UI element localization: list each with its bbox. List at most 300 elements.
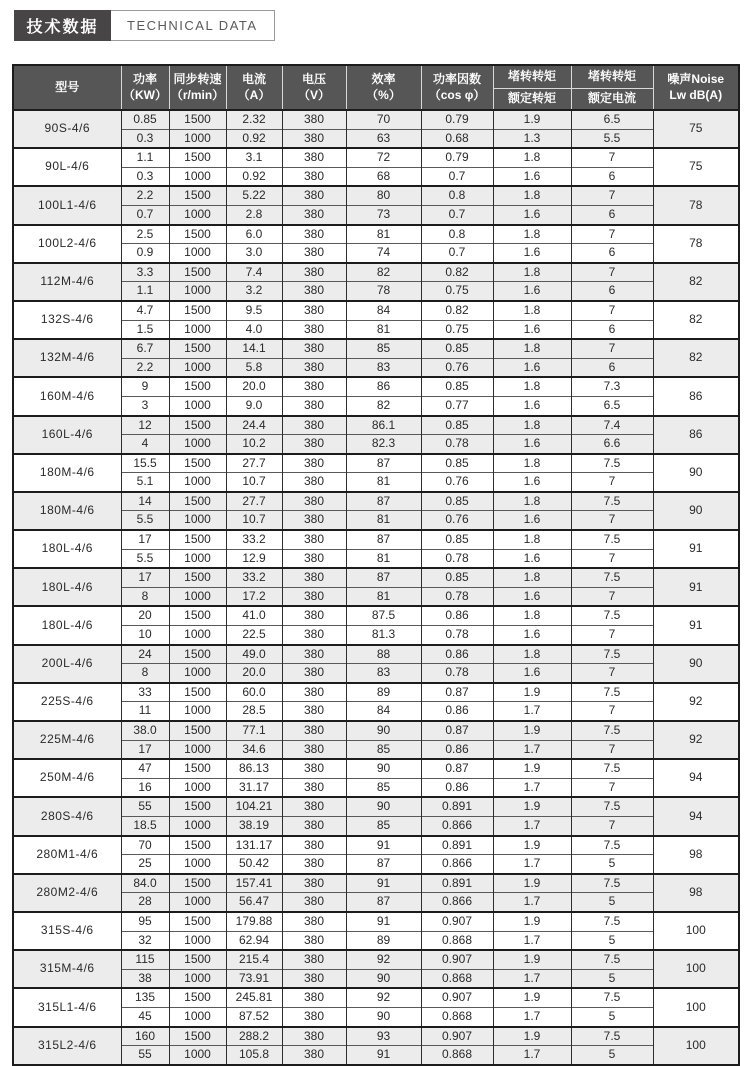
value-cell: 14.1 (226, 339, 282, 358)
value-cell: 0.87 (421, 759, 493, 778)
value-cell: 1000 (169, 931, 226, 950)
value-cell: 91 (346, 836, 421, 855)
table-row (13, 721, 739, 740)
value-cell: 33.2 (226, 530, 282, 549)
value-cell: 1.7 (493, 931, 571, 950)
table-row (13, 186, 739, 205)
value-cell: 4 (121, 435, 169, 454)
value-cell: 87.52 (226, 1007, 282, 1026)
value-cell: 380 (282, 320, 346, 339)
value-cell: 7.5 (571, 492, 653, 511)
value-cell: 14 (121, 492, 169, 511)
value-cell: 7 (571, 301, 653, 320)
value-cell: 0.86 (421, 645, 493, 664)
model-cell: 160L-4/6 (13, 416, 121, 454)
table-row (13, 683, 739, 702)
table-row (13, 931, 739, 950)
value-cell: 0.3 (121, 167, 169, 186)
value-cell: 380 (282, 167, 346, 186)
value-cell: 1.9 (493, 950, 571, 969)
value-cell: 95 (121, 912, 169, 931)
value-cell: 1.7 (493, 1007, 571, 1026)
value-cell: 7.5 (571, 988, 653, 1007)
value-cell: 9.0 (226, 396, 282, 415)
col-header-noise: 噪声Noise Lw dB(A) (653, 65, 739, 110)
value-cell: 1500 (169, 912, 226, 931)
value-cell: 1000 (169, 855, 226, 874)
value-cell: 1000 (169, 435, 226, 454)
value-cell: 245.81 (226, 988, 282, 1007)
value-cell: 0.68 (421, 129, 493, 148)
col-header-voltage: 电压 （V） (282, 65, 346, 110)
noise-cell: 90 (653, 645, 739, 683)
value-cell: 0.85 (421, 530, 493, 549)
value-cell: 1.6 (493, 167, 571, 186)
value-cell: 380 (282, 148, 346, 167)
value-cell: 7.5 (571, 759, 653, 778)
value-cell: 1.8 (493, 492, 571, 511)
value-cell: 1.7 (493, 702, 571, 721)
table-row (13, 664, 739, 683)
value-cell: 380 (282, 816, 346, 835)
value-cell: 1500 (169, 797, 226, 816)
model-cell: 132S-4/6 (13, 301, 121, 339)
value-cell: 1.1 (121, 282, 169, 301)
value-cell: 1500 (169, 988, 226, 1007)
value-cell: 380 (282, 244, 346, 263)
model-cell: 90L-4/6 (13, 148, 121, 186)
value-cell: 56.47 (226, 893, 282, 912)
value-cell: 1500 (169, 683, 226, 702)
page-title-en: TECHNICAL DATA (111, 10, 275, 41)
value-cell: 93 (346, 1027, 421, 1046)
noise-cell: 90 (653, 492, 739, 530)
value-cell: 1500 (169, 530, 226, 549)
value-cell: 38.19 (226, 816, 282, 835)
value-cell: 380 (282, 377, 346, 396)
value-cell: 0.866 (421, 855, 493, 874)
value-cell: 7 (571, 549, 653, 568)
value-cell: 380 (282, 492, 346, 511)
value-cell: 0.7 (121, 205, 169, 224)
value-cell: 1.8 (493, 148, 571, 167)
table-row (13, 358, 739, 377)
noise-cell: 75 (653, 148, 739, 186)
value-cell: 81 (346, 511, 421, 530)
table-row (13, 244, 739, 263)
value-cell: 5.5 (571, 129, 653, 148)
col-header-model: 型号 (13, 65, 121, 110)
value-cell: 6 (571, 167, 653, 186)
value-cell: 0.87 (421, 683, 493, 702)
value-cell: 0.87 (421, 721, 493, 740)
col-header-locked-current-bottom: 额定电流 (571, 88, 653, 110)
value-cell: 0.868 (421, 969, 493, 988)
value-cell: 0.82 (421, 301, 493, 320)
value-cell: 91 (346, 1046, 421, 1065)
value-cell: 1.8 (493, 263, 571, 282)
value-cell: 1.6 (493, 244, 571, 263)
value-cell: 12.9 (226, 549, 282, 568)
noise-cell: 82 (653, 263, 739, 301)
value-cell: 1000 (169, 167, 226, 186)
value-cell: 1.6 (493, 664, 571, 683)
value-cell: 0.8 (421, 225, 493, 244)
value-cell: 1.7 (493, 893, 571, 912)
value-cell: 85 (346, 339, 421, 358)
value-cell: 380 (282, 358, 346, 377)
value-cell: 17 (121, 530, 169, 549)
table-row (13, 797, 739, 816)
value-cell: 6.6 (571, 435, 653, 454)
value-cell: 68 (346, 167, 421, 186)
table-row (13, 377, 739, 396)
table-row (13, 167, 739, 186)
table-row (13, 416, 739, 435)
table-row (13, 129, 739, 148)
table-row (13, 912, 739, 931)
value-cell: 85 (346, 740, 421, 759)
value-cell: 7.5 (571, 606, 653, 625)
value-cell: 1500 (169, 836, 226, 855)
value-cell: 73 (346, 205, 421, 224)
value-cell: 25 (121, 855, 169, 874)
table-row (13, 511, 739, 530)
value-cell: 0.78 (421, 549, 493, 568)
table-row (13, 969, 739, 988)
value-cell: 87.5 (346, 606, 421, 625)
value-cell: 380 (282, 435, 346, 454)
table-row (13, 1007, 739, 1026)
value-cell: 24.4 (226, 416, 282, 435)
value-cell: 0.75 (421, 282, 493, 301)
value-cell: 1000 (169, 244, 226, 263)
model-cell: 180M-4/6 (13, 454, 121, 492)
value-cell: 135 (121, 988, 169, 1007)
value-cell: 1500 (169, 301, 226, 320)
value-cell: 1500 (169, 186, 226, 205)
value-cell: 380 (282, 797, 346, 816)
value-cell: 10 (121, 626, 169, 645)
value-cell: 380 (282, 912, 346, 931)
col-header-power: 功率 （KW） (121, 65, 169, 110)
value-cell: 5 (571, 1007, 653, 1026)
value-cell: 380 (282, 1027, 346, 1046)
value-cell: 84.0 (121, 874, 169, 893)
value-cell: 1000 (169, 282, 226, 301)
value-cell: 1.6 (493, 396, 571, 415)
value-cell: 380 (282, 205, 346, 224)
value-cell: 7 (571, 263, 653, 282)
value-cell: 0.78 (421, 626, 493, 645)
table-row (13, 950, 739, 969)
value-cell: 12 (121, 416, 169, 435)
value-cell: 380 (282, 645, 346, 664)
value-cell: 0.85 (421, 339, 493, 358)
value-cell: 0.907 (421, 912, 493, 931)
value-cell: 4.0 (226, 320, 282, 339)
technical-data-table (12, 64, 740, 1066)
value-cell: 77.1 (226, 721, 282, 740)
value-cell: 1.6 (493, 205, 571, 224)
value-cell: 0.86 (421, 702, 493, 721)
table-row (13, 587, 739, 606)
table-row (13, 1027, 739, 1046)
value-cell: 104.21 (226, 797, 282, 816)
value-cell: 70 (121, 836, 169, 855)
value-cell: 7 (571, 148, 653, 167)
value-cell: 82 (346, 396, 421, 415)
value-cell: 5 (571, 931, 653, 950)
value-cell: 7.3 (571, 377, 653, 396)
model-cell: 180L-4/6 (13, 530, 121, 568)
col-header-sync-speed: 同步转速 （r/min） (169, 65, 226, 110)
noise-cell: 82 (653, 301, 739, 339)
value-cell: 1000 (169, 702, 226, 721)
value-cell: 7.4 (571, 416, 653, 435)
value-cell: 10.2 (226, 435, 282, 454)
value-cell: 83 (346, 664, 421, 683)
value-cell: 8 (121, 664, 169, 683)
value-cell: 7.5 (571, 645, 653, 664)
value-cell: 380 (282, 110, 346, 129)
noise-cell: 94 (653, 759, 739, 797)
noise-cell: 92 (653, 683, 739, 721)
value-cell: 1.8 (493, 645, 571, 664)
value-cell: 20.0 (226, 377, 282, 396)
noise-cell: 94 (653, 797, 739, 835)
value-cell: 55 (121, 797, 169, 816)
value-cell: 0.85 (421, 377, 493, 396)
value-cell: 27.7 (226, 492, 282, 511)
value-cell: 7.5 (571, 568, 653, 587)
value-cell: 81.3 (346, 626, 421, 645)
value-cell: 1000 (169, 664, 226, 683)
value-cell: 7 (571, 587, 653, 606)
value-cell: 5.5 (121, 549, 169, 568)
noise-cell: 78 (653, 225, 739, 263)
value-cell: 1.6 (493, 358, 571, 377)
value-cell: 1000 (169, 205, 226, 224)
value-cell: 0.78 (421, 435, 493, 454)
value-cell: 22.5 (226, 626, 282, 645)
table-row (13, 339, 739, 358)
value-cell: 1.6 (493, 626, 571, 645)
noise-cell: 92 (653, 721, 739, 759)
table-header (13, 65, 739, 110)
model-cell: 100L2-4/6 (13, 225, 121, 263)
value-cell: 1500 (169, 492, 226, 511)
value-cell: 7.5 (571, 454, 653, 473)
value-cell: 86 (346, 377, 421, 396)
value-cell: 7 (571, 702, 653, 721)
noise-cell: 91 (653, 606, 739, 644)
value-cell: 82.3 (346, 435, 421, 454)
value-cell: 1.6 (493, 320, 571, 339)
value-cell: 20.0 (226, 664, 282, 683)
value-cell: 6.0 (226, 225, 282, 244)
value-cell: 179.88 (226, 912, 282, 931)
value-cell: 380 (282, 225, 346, 244)
value-cell: 33 (121, 683, 169, 702)
value-cell: 92 (346, 988, 421, 1007)
value-cell: 87 (346, 492, 421, 511)
value-cell: 5 (571, 1046, 653, 1065)
value-cell: 1.9 (493, 797, 571, 816)
value-cell: 1500 (169, 721, 226, 740)
value-cell: 55 (121, 1046, 169, 1065)
value-cell: 0.78 (421, 587, 493, 606)
value-cell: 47 (121, 759, 169, 778)
table-row (13, 435, 739, 454)
value-cell: 81 (346, 549, 421, 568)
value-cell: 1.9 (493, 683, 571, 702)
value-cell: 1000 (169, 473, 226, 492)
col-header-current: 电流 （A） (226, 65, 282, 110)
value-cell: 15.5 (121, 454, 169, 473)
value-cell: 0.907 (421, 950, 493, 969)
value-cell: 380 (282, 1007, 346, 1026)
table-row (13, 874, 739, 893)
value-cell: 1500 (169, 950, 226, 969)
value-cell: 3.3 (121, 263, 169, 282)
value-cell: 7 (571, 511, 653, 530)
value-cell: 1.9 (493, 988, 571, 1007)
table-row (13, 282, 739, 301)
value-cell: 1.9 (493, 874, 571, 893)
value-cell: 380 (282, 721, 346, 740)
value-cell: 2.5 (121, 225, 169, 244)
value-cell: 1.7 (493, 1046, 571, 1065)
value-cell: 0.868 (421, 1046, 493, 1065)
value-cell: 380 (282, 969, 346, 988)
value-cell: 1.7 (493, 969, 571, 988)
value-cell: 380 (282, 950, 346, 969)
value-cell: 5.22 (226, 186, 282, 205)
table-row (13, 759, 739, 778)
value-cell: 0.85 (421, 492, 493, 511)
value-cell: 7.5 (571, 836, 653, 855)
model-cell: 280S-4/6 (13, 797, 121, 835)
model-cell: 132M-4/6 (13, 339, 121, 377)
noise-cell: 100 (653, 912, 739, 950)
value-cell: 7 (571, 664, 653, 683)
value-cell: 0.891 (421, 836, 493, 855)
value-cell: 72 (346, 148, 421, 167)
value-cell: 90 (346, 969, 421, 988)
value-cell: 1500 (169, 377, 226, 396)
value-cell: 380 (282, 549, 346, 568)
value-cell: 88 (346, 645, 421, 664)
value-cell: 1500 (169, 454, 226, 473)
value-cell: 17 (121, 568, 169, 587)
noise-cell: 100 (653, 988, 739, 1026)
noise-cell: 86 (653, 416, 739, 454)
table-row (13, 225, 739, 244)
value-cell: 3 (121, 396, 169, 415)
value-cell: 24 (121, 645, 169, 664)
value-cell: 33.2 (226, 568, 282, 587)
table-row (13, 1046, 739, 1065)
value-cell: 1000 (169, 1007, 226, 1026)
value-cell: 0.76 (421, 511, 493, 530)
model-cell: 280M1-4/6 (13, 836, 121, 874)
value-cell: 92 (346, 950, 421, 969)
value-cell: 7 (571, 339, 653, 358)
value-cell: 2.8 (226, 205, 282, 224)
value-cell: 6 (571, 205, 653, 224)
value-cell: 380 (282, 836, 346, 855)
value-cell: 32 (121, 931, 169, 950)
value-cell: 74 (346, 244, 421, 263)
value-cell: 0.77 (421, 396, 493, 415)
value-cell: 60.0 (226, 683, 282, 702)
table-row (13, 740, 739, 759)
value-cell: 1.8 (493, 530, 571, 549)
value-cell: 380 (282, 396, 346, 415)
value-cell: 86.1 (346, 416, 421, 435)
value-cell: 380 (282, 129, 346, 148)
value-cell: 1000 (169, 320, 226, 339)
table-row (13, 816, 739, 835)
col-header-efficiency: 效率 （%） (346, 65, 421, 110)
value-cell: 6.5 (571, 110, 653, 129)
value-cell: 73.91 (226, 969, 282, 988)
value-cell: 157.41 (226, 874, 282, 893)
value-cell: 78 (346, 282, 421, 301)
value-cell: 41.0 (226, 606, 282, 625)
value-cell: 1.1 (121, 148, 169, 167)
table-row (13, 626, 739, 645)
value-cell: 5.8 (226, 358, 282, 377)
value-cell: 62.94 (226, 931, 282, 950)
value-cell: 28.5 (226, 702, 282, 721)
value-cell: 31.17 (226, 778, 282, 797)
value-cell: 2.2 (121, 186, 169, 205)
value-cell: 0.76 (421, 473, 493, 492)
value-cell: 0.76 (421, 358, 493, 377)
value-cell: 7 (571, 778, 653, 797)
value-cell: 5 (571, 969, 653, 988)
value-cell: 81 (346, 225, 421, 244)
value-cell: 1500 (169, 568, 226, 587)
value-cell: 80 (346, 186, 421, 205)
value-cell: 0.7 (421, 167, 493, 186)
value-cell: 1.7 (493, 855, 571, 874)
value-cell: 90 (346, 1007, 421, 1026)
value-cell: 160 (121, 1027, 169, 1046)
value-cell: 0.79 (421, 148, 493, 167)
model-cell: 225M-4/6 (13, 721, 121, 759)
col-header-locked-current-top: 堵转转矩 (571, 65, 653, 88)
value-cell: 7.5 (571, 797, 653, 816)
value-cell: 380 (282, 454, 346, 473)
value-cell: 1500 (169, 225, 226, 244)
value-cell: 1000 (169, 358, 226, 377)
table-row (13, 702, 739, 721)
value-cell: 70 (346, 110, 421, 129)
value-cell: 1500 (169, 416, 226, 435)
noise-cell: 90 (653, 454, 739, 492)
model-cell: 315M-4/6 (13, 950, 121, 988)
table-row (13, 320, 739, 339)
value-cell: 1.8 (493, 339, 571, 358)
value-cell: 1000 (169, 740, 226, 759)
value-cell: 1000 (169, 816, 226, 835)
table-row (13, 778, 739, 797)
value-cell: 49.0 (226, 645, 282, 664)
value-cell: 89 (346, 931, 421, 950)
